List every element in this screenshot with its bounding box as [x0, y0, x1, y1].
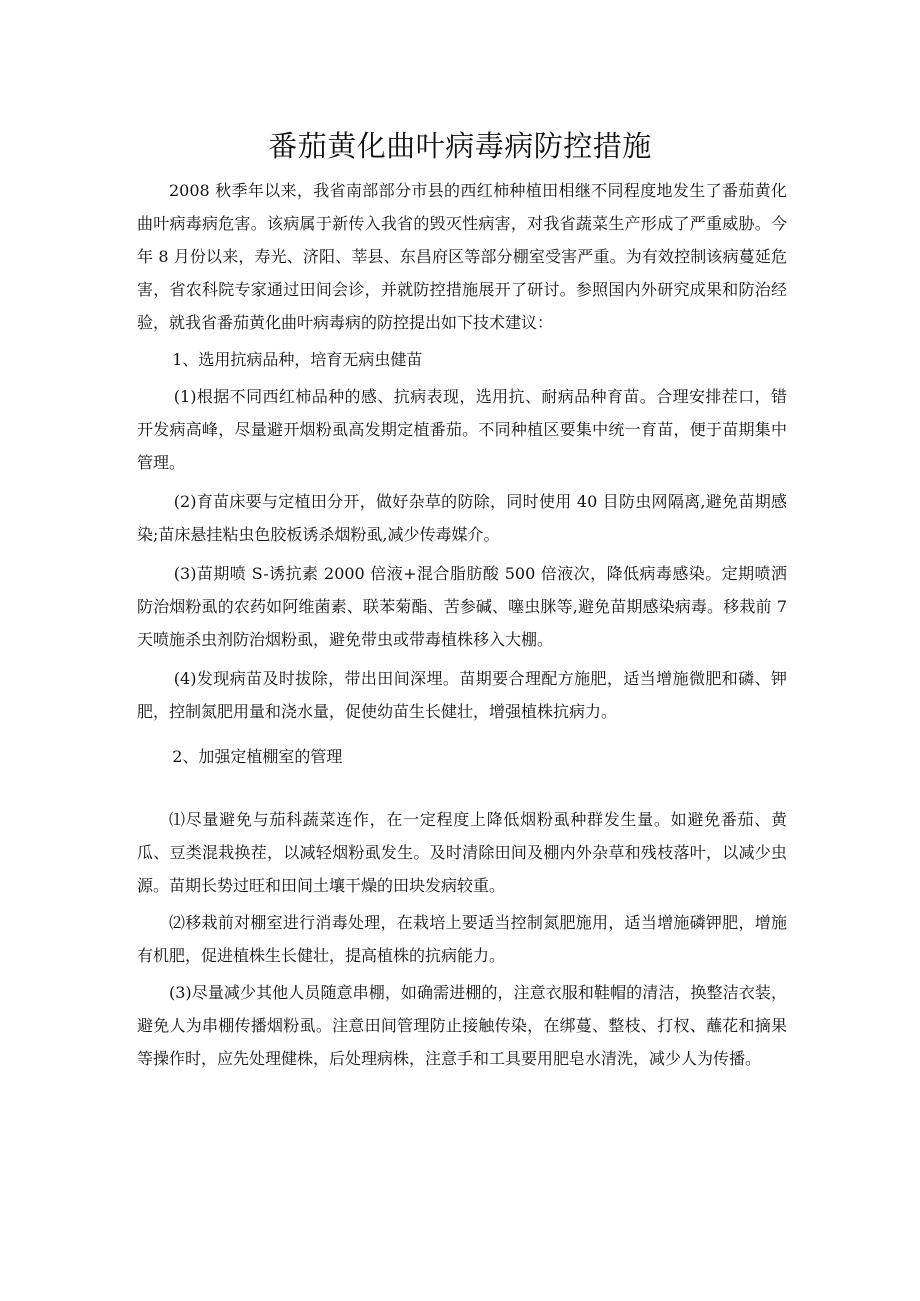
section-1-item-1: (1)根据不同西红柿品种的感、抗病表现，选用抗、耐病品种育苗。合理安排茬口，错开发病高峰，尽量避开烟粉虱高发期定植番茄。不同种植区要集中统一育苗，便于苗期集中管理。	[137, 387, 787, 472]
section-2-heading: 2、加强定植棚室的管理	[172, 747, 343, 766]
section-1-item-2: (2)育苗床要与定植田分开，做好杂草的防除，同时使用 40 目防虫网隔离,避免苗期感染;苗床悬挂粘虫色胶板诱杀烟粉虱,减少传毒媒介。	[137, 492, 787, 544]
intro-paragraph: 2008 秋季年以来，我省南部部分市县的西红柿种植田相继不同程度地发生了番茄黄化曲叶病毒病危害。该病属于新传入我省的毁灭性病害，对我省蔬菜生产形成了严重威胁。今年 8 月份以来，寿光、济阳、莘县、东昌府区等部分棚室受害严重。为有效控制该病蔓延危害，省农科院专家通过田间会诊，并就防控措施展开了研讨。参照国内外研究成果和防治经验，就我省番茄黄化曲叶病毒病的防控提出如下技术建议：	[137, 181, 787, 332]
section-1-heading: 1、选用抗病品种，培育无病虫健苗	[172, 350, 423, 369]
section-1-item-4: (4)发现病苗及时拔除，带出田间深埋。苗期要合理配方施肥，适当增施微肥和磷、钾肥，控制氮肥用量和浇水量，促使幼苗生长健壮，增强植株抗病力。	[137, 669, 787, 721]
document-title: 番茄黄化曲叶病毒病防控措施	[268, 129, 652, 163]
section-2-item-3: (3)尽量减少其他人员随意串棚，如确需进棚的，注意衣服和鞋帽的清洁，换整洁衣装，避免人为串棚传播烟粉虱。注意田间管理防止接触传染，在绑蔓、整枝、打杈、蘸花和摘果等操作时，应先处理健株，后处理病株，注意手和工具要用肥皂水清洗，减少人为传播。	[137, 983, 787, 1068]
section-2-item-2: ⑵移栽前对棚室进行消毒处理，在栽培上要适当控制氮肥施用，适当增施磷钾肥，增施有机肥，促进植株生长健壮，提高植株的抗病能力。	[137, 913, 787, 965]
document-body	[137, 174, 787, 1075]
section-2-item-1: ⑴尽量避免与茄科蔬菜连作，在一定程度上降低烟粉虱种群发生量。如避免番茄、黄瓜、豆类混栽换茬，以减轻烟粉虱发生。及时清除田间及棚内外杂草和残枝落叶，以减少虫源。苗期长势过旺和田间土壤干燥的田块发病较重。	[137, 810, 787, 895]
section-1-item-3: (3)苗期喷 S-诱抗素 2000 倍液+混合脂肪酸 500 倍液次，降低病毒感染。定期喷洒防治烟粉虱的农药如阿维菌素、联苯菊酯、苦参碱、噻虫脒等,避免苗期感染病毒。移栽前 7 天喷施杀虫剂防治烟粉虱，避免带虫或带毒植株移入大棚。	[137, 564, 787, 649]
